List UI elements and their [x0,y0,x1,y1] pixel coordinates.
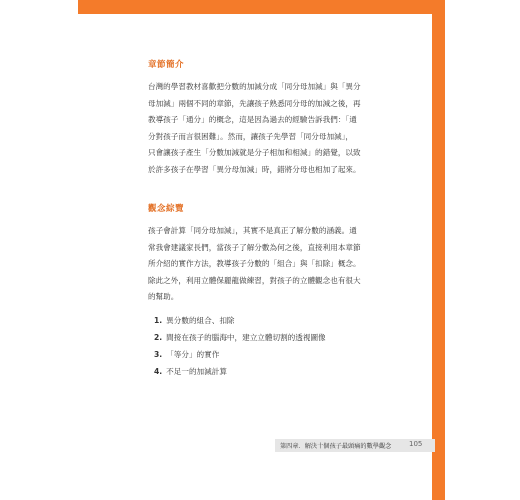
section-title-intro: 章節簡介 [148,60,185,70]
chapter-title: 第四章．解決十個孩子最頭痛的數學觀念 [280,443,392,450]
page-number: 105 [409,440,423,448]
list-text: 不足一的加減計算 [166,366,227,376]
list-text: 間接在孩子的腦海中，建立立體切割的透視圖像 [166,332,326,342]
intro-line: 只會讓孩子產生「分數加減就是分子相加和相減」的錯覺，以致 [148,148,361,157]
list-item [148,312,406,329]
concept-list [148,312,406,380]
overview-line: 除此之外，利用立體保麗龍做練習，對孩子的立體觀念也有很大 [148,275,361,285]
list-item [148,329,406,346]
list-number: 3. [154,349,163,359]
intro-line: 母加減」兩個不同的章節，先讓孩子熟悉同分母的加減之後，再 [148,98,361,108]
overview-paragraph [148,223,406,306]
overview-line: 的幫助。 [148,292,179,301]
intro-line: 分對孩子而言很困難」。然而，讓孩子先學習「同分母加減」， [148,131,354,141]
side-accent-bar [432,0,445,500]
list-item [148,346,406,363]
list-number: 4. [154,366,163,376]
top-accent-bar [78,0,445,14]
overview-line: 所介紹的實作方法，教導孩子分數的「組合」與「扣除」概念。 [148,259,361,268]
list-number: 2. [154,332,163,342]
list-text: 「等分」的實作 [166,349,220,359]
intro-line: 於許多孩子在學習「異分母加減」時，錯將分母也相加了起來。 [148,164,361,174]
intro-line: 台灣的學習教材喜歡把分數的加減分成「同分母加減」與「異分 [148,82,361,91]
overview-line: 常我會建議家長們，當孩子了解分數為何之後，直接利用本章節 [148,242,361,252]
section-title-overview: 觀念綜覽 [148,204,185,214]
intro-line: 教導孩子「通分」的概念，這是因為過去的經驗告訴我們：「通 [148,115,357,124]
list-number: 1. [154,315,163,325]
list-text: 異分數的組合、扣除 [166,315,235,325]
overview-section [148,202,406,380]
list-item [148,363,406,380]
page-content [148,58,406,380]
intro-paragraph [148,79,406,178]
overview-line: 孩子會計算「同分母加減」，其實不是真正了解分數的涵義。通 [148,226,357,235]
